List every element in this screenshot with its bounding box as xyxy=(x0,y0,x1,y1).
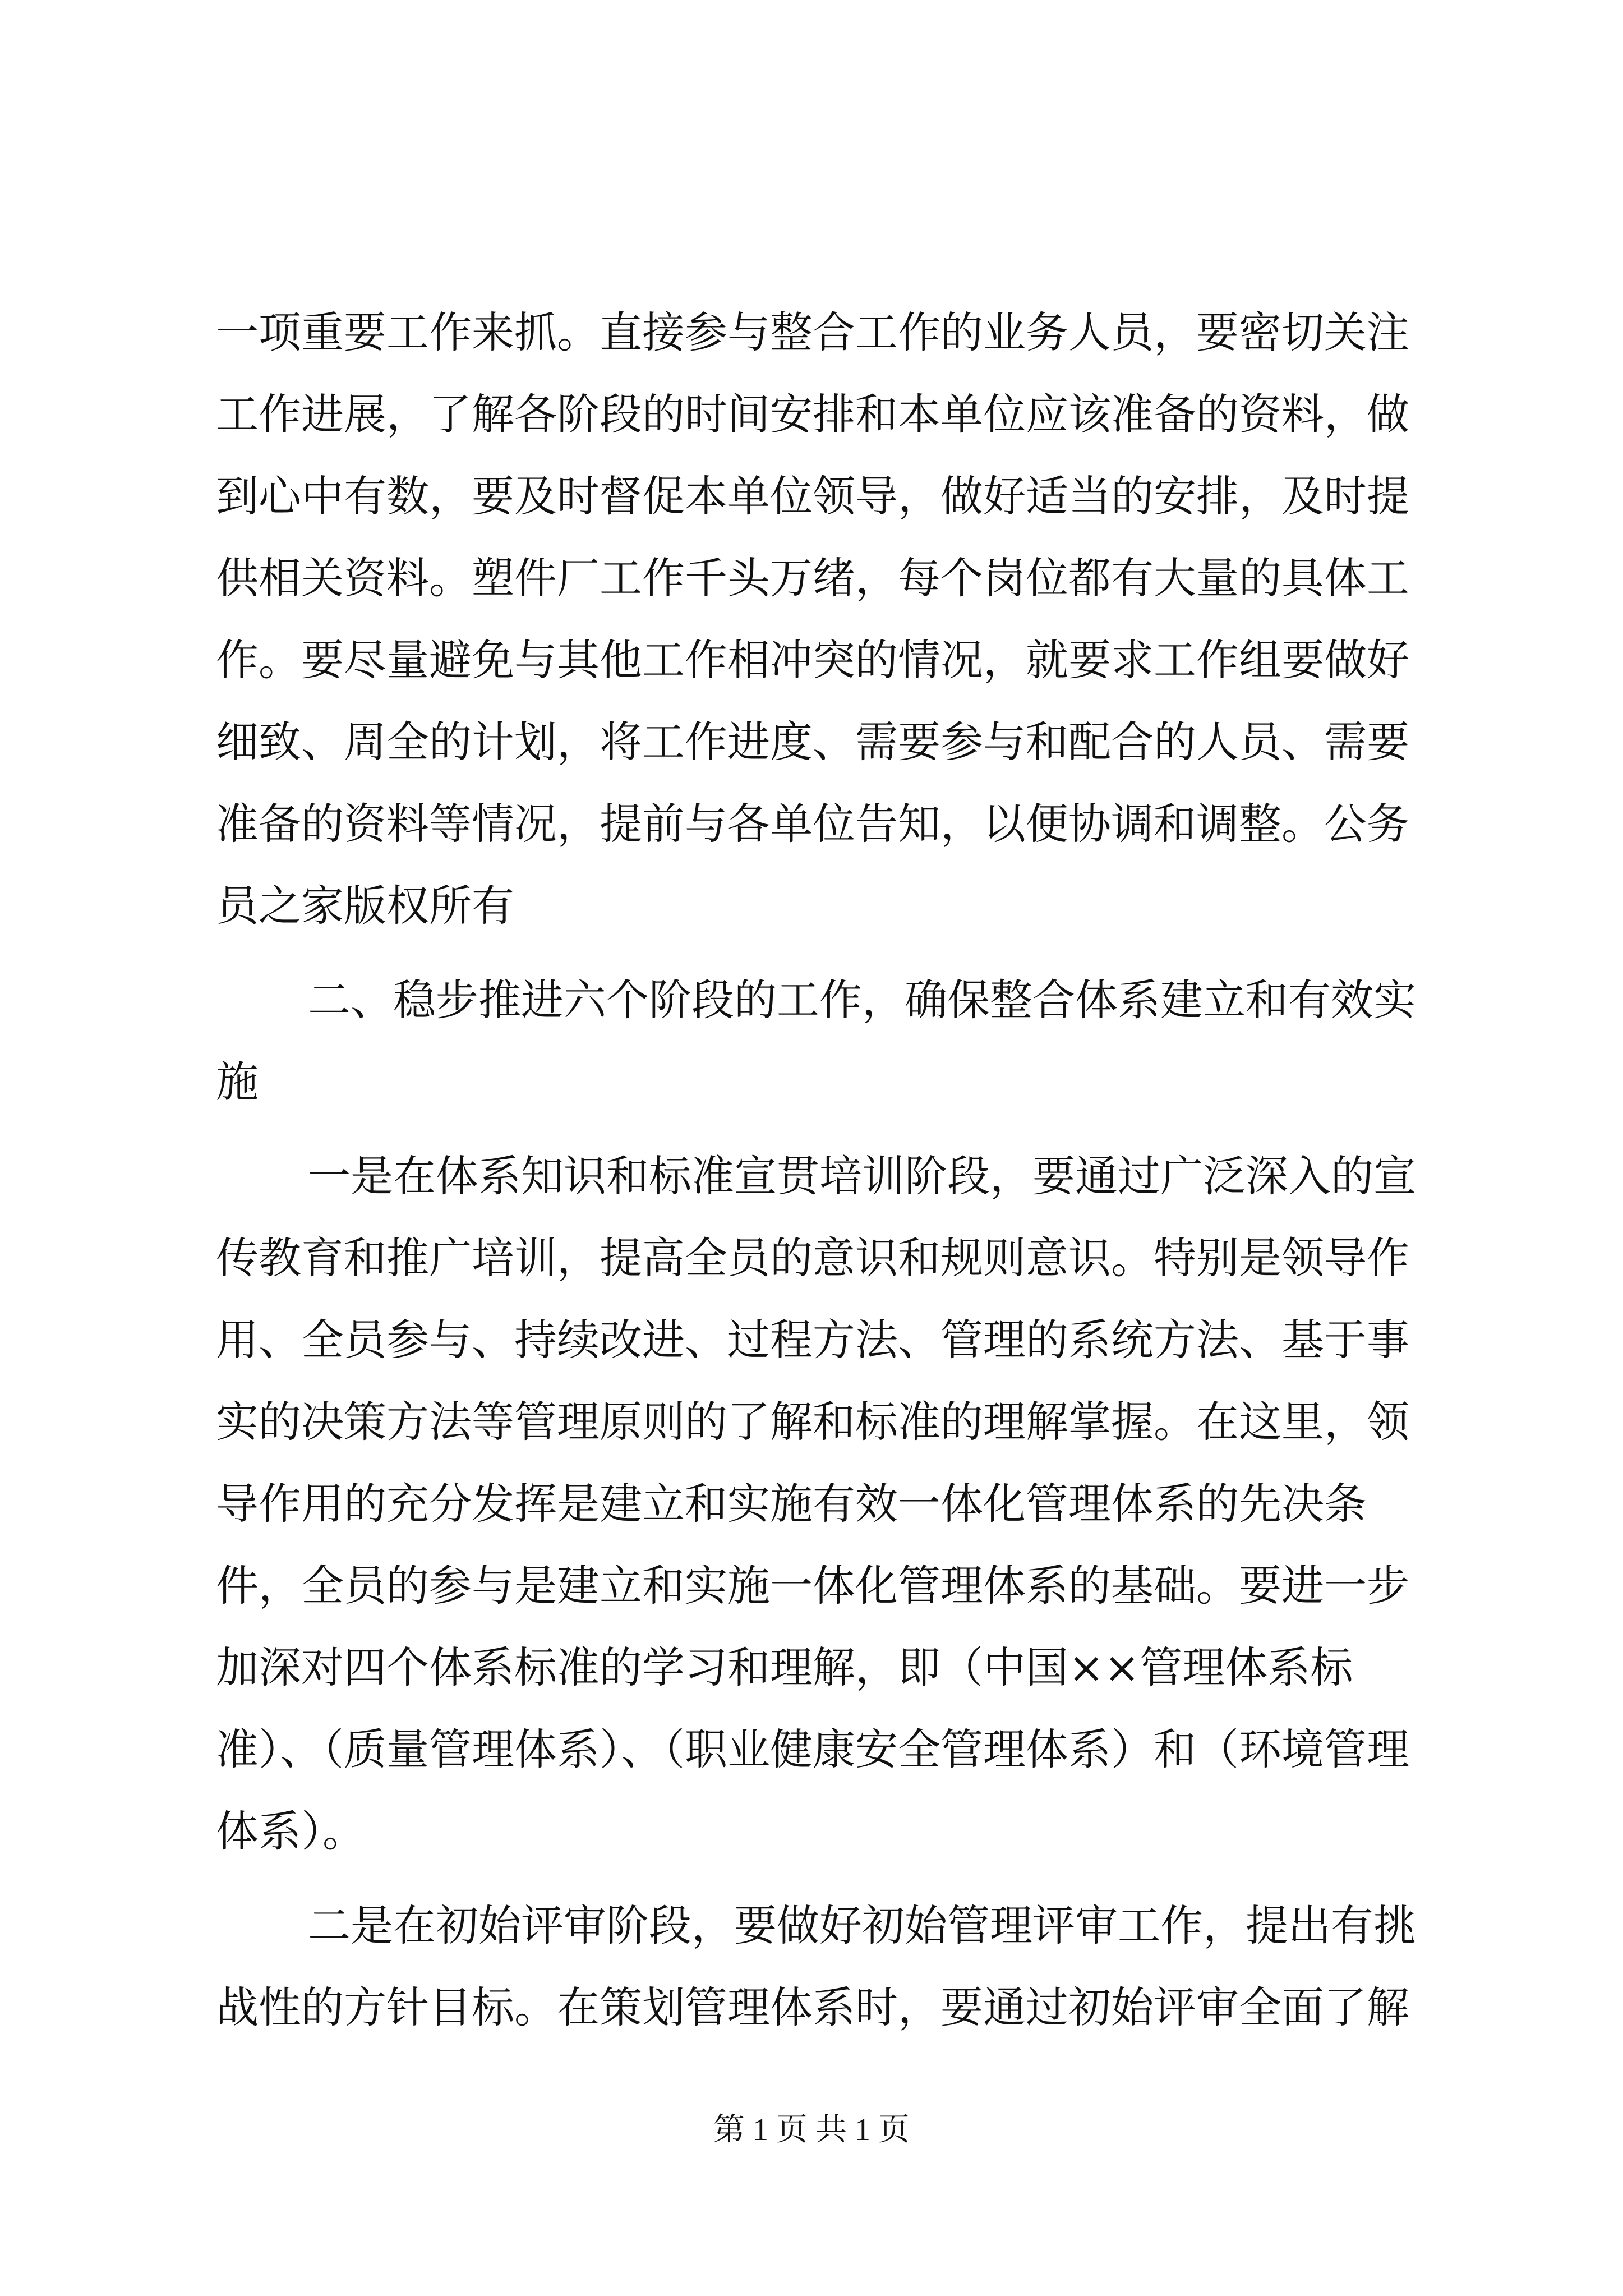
text-line: 一项重要工作来抓。直接参与整合工作的业务人员，要密切关注 xyxy=(216,307,1409,357)
page-number: 第 1 页 共 1 页 xyxy=(713,2113,910,2147)
text-line: 加深对四个体系标准的学习和理解，即（中国××管理体系标 xyxy=(216,1642,1353,1692)
text-line: 二是在初始评审阶段，要做好初始管理评审工作，提出有挑 xyxy=(308,1901,1416,1950)
text-line: 细致、周全的计划，将工作进度、需要参与和配合的人员、需要 xyxy=(216,717,1409,767)
text-line: 员之家版权所有 xyxy=(216,881,514,931)
text-line: 实的决策方法等管理原则的了解和标准的理解掌握。在这里，领 xyxy=(216,1397,1409,1447)
text-line: 一是在体系知识和标准宣贯培训阶段，要通过广泛深入的宣 xyxy=(308,1151,1416,1201)
text-line: 体系）。 xyxy=(216,1806,365,1856)
text-line: 供相关资料。塑件厂工作千头万绪，每个岗位都有大量的具体工 xyxy=(216,553,1409,603)
text-line: 作。要尽量避免与其他工作相冲突的情况，就要求工作组要做好 xyxy=(216,635,1409,685)
text-line: 件，全员的参与是建立和实施一体化管理体系的基础。要进一步 xyxy=(216,1561,1409,1611)
section-heading: 二、稳步推进六个阶段的工作，确保整合体系建立和有效实 xyxy=(308,975,1416,1025)
text-line: 传教育和推广培训，提高全员的意识和规则意识。特别是领导作 xyxy=(216,1233,1409,1283)
text-line: 导作用的充分发挥是建立和实施有效一体化管理体系的先决条 xyxy=(216,1479,1367,1529)
text-line: 用、全员参与、持续改进、过程方法、管理的系统方法、基于事 xyxy=(216,1315,1409,1365)
text-line: 准）、（质量管理体系）、（职业健康安全管理体系）和（环境管理 xyxy=(216,1724,1409,1774)
text-line: 到心中有数，要及时督促本单位领导，做好适当的安排，及时提 xyxy=(216,471,1409,521)
section-heading-continued: 施 xyxy=(216,1057,259,1107)
text-line: 准备的资料等情况，提前与各单位告知，以便协调和调整。公务 xyxy=(216,799,1409,849)
text-line: 战性的方针目标。在策划管理体系时，要通过初始评审全面了解 xyxy=(216,1982,1409,2032)
document-body xyxy=(216,292,1423,2049)
text-line: 工作进展，了解各阶段的时间安排和本单位应该准备的资料，做 xyxy=(216,389,1409,439)
